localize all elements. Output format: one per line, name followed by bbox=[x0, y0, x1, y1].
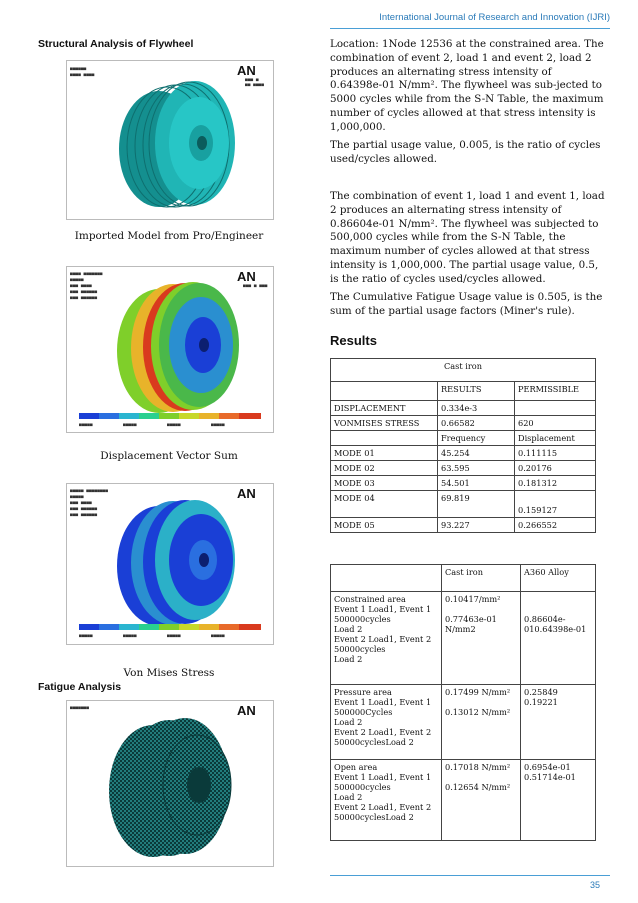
table-cell: Open area Event 1 Load1, Event 1 500000cycles Load 2 Event 2 Load1, Event 2 50000cyclesLoad 2 bbox=[331, 760, 442, 841]
table-cell: 69.819 bbox=[438, 491, 515, 518]
results-table bbox=[330, 358, 596, 533]
table-cell: 0.334e-3 bbox=[438, 401, 515, 416]
table-cell bbox=[515, 401, 596, 416]
header-rule bbox=[330, 28, 610, 29]
footer-rule bbox=[330, 875, 610, 876]
table-row bbox=[331, 685, 596, 760]
svg-text:■■■■■: ■■■■■ bbox=[211, 634, 225, 639]
svg-text:■■■■■: ■■■■■ bbox=[123, 634, 137, 639]
svg-text:AN: AN bbox=[237, 703, 256, 718]
svg-text:AN: AN bbox=[237, 486, 256, 501]
figure-imported-model bbox=[66, 60, 274, 220]
table-row bbox=[331, 416, 596, 431]
table-row bbox=[331, 461, 596, 476]
table-cell: 0.25849 0.19221 bbox=[521, 685, 596, 760]
table-cell: 0.159127 bbox=[515, 491, 596, 518]
table-cell: 63.595 bbox=[438, 461, 515, 476]
table-cell: 620 bbox=[515, 416, 596, 431]
table-head: Cast iron bbox=[442, 565, 521, 592]
figure-2-caption: Displacement Vector Sum bbox=[100, 450, 238, 462]
table-head: Frequency bbox=[438, 431, 515, 446]
table-head bbox=[331, 382, 438, 401]
table-cell: 54.501 bbox=[438, 476, 515, 491]
svg-text:■■■ ■■■■■■: ■■■ ■■■■■■ bbox=[70, 290, 98, 295]
svg-text:■■■■■: ■■■■■ bbox=[70, 495, 84, 500]
svg-text:■■■ ■: ■■■ ■ bbox=[245, 78, 259, 83]
svg-text:■■■■ ■■■■■■■: ■■■■ ■■■■■■■ bbox=[70, 272, 103, 277]
svg-text:■■■ ■■■■■■: ■■■ ■■■■■■ bbox=[70, 296, 98, 301]
table-cell: 0.266552 bbox=[515, 518, 596, 533]
table-row bbox=[331, 476, 596, 491]
svg-text:■■■■ ■■■■: ■■■■ ■■■■ bbox=[70, 73, 95, 78]
svg-text:■■■ ■■■■■■: ■■■ ■■■■■■ bbox=[70, 507, 98, 512]
svg-text:■■■■■■■: ■■■■■■■ bbox=[70, 706, 89, 711]
table-cell: Pressure area Event 1 Load1, Event 1 500000Cycles Load 2 Event 2 Load1, Event 2 50000cyclesLoad 2 bbox=[331, 685, 442, 760]
table-cell: MODE 05 bbox=[331, 518, 438, 533]
svg-text:■■■■■: ■■■■■ bbox=[79, 423, 93, 428]
svg-text:■■■■■: ■■■■■ bbox=[123, 423, 137, 428]
table-title: Cast iron bbox=[331, 359, 596, 382]
table-cell: VONMISES STRESS bbox=[331, 416, 438, 431]
results-title: Results bbox=[330, 333, 377, 348]
section-title: Structural Analysis of Flywheel bbox=[38, 38, 194, 50]
svg-text:■■■■■: ■■■■■ bbox=[70, 278, 84, 283]
table-cell: 0.20176 bbox=[515, 461, 596, 476]
table-head: RESULTS bbox=[438, 382, 515, 401]
svg-text:■■■■■: ■■■■■ bbox=[167, 423, 181, 428]
figure-displacement bbox=[66, 266, 274, 433]
fatigue-table bbox=[330, 564, 596, 841]
table-row bbox=[331, 401, 596, 416]
figure-mesh bbox=[66, 700, 274, 867]
table-row bbox=[331, 592, 596, 685]
table-cell: 0.6954e-01 0.51714e-01 bbox=[521, 760, 596, 841]
table-cell: 0.66582 bbox=[438, 416, 515, 431]
svg-text:■■■■■: ■■■■■ bbox=[211, 423, 225, 428]
table-row bbox=[331, 518, 596, 533]
table-cell: 0.111115 bbox=[515, 446, 596, 461]
svg-text:■■ ■■■■: ■■ ■■■■ bbox=[245, 83, 264, 88]
table-row bbox=[331, 491, 596, 518]
svg-text:■■■■■: ■■■■■ bbox=[167, 634, 181, 639]
table-cell: Constrained area Event 1 Load1, Event 1 500000cycles Load 2 Event 2 Load1, Event 2 50000cycles Load 2 bbox=[331, 592, 442, 685]
ansys-logo: AN bbox=[237, 63, 256, 78]
figure-3-caption: Von Mises Stress bbox=[123, 667, 215, 679]
table-cell: DISPLACEMENT bbox=[331, 401, 438, 416]
table-head bbox=[331, 431, 438, 446]
svg-text:■■■ ■■■■: ■■■ ■■■■ bbox=[70, 284, 92, 289]
paragraph-combination: The combination of event 1, load 1 and event 1, load 2 produces an alternating stress intensity of 0.86604e-01 N/mm². The flywheel was subjected to 500,000 cycles while from the S-N Table, the maximum number of cycles allowed at that stress intensity is 1,000,000. The partial usage value, 0.5, is the ratio of cycles used/cycles allowed. bbox=[330, 190, 605, 285]
table-cell: MODE 01 bbox=[331, 446, 438, 461]
figure-von-mises bbox=[66, 483, 274, 645]
table-row bbox=[331, 760, 596, 841]
table-head: Displacement bbox=[515, 431, 596, 446]
svg-text:■■■ ■ ■■■: ■■■ ■ ■■■ bbox=[243, 284, 268, 289]
table-cell: 45.254 bbox=[438, 446, 515, 461]
page-number: 35 bbox=[590, 880, 601, 890]
journal-header: International Journal of Research and Innovation (IJRI) bbox=[379, 12, 610, 23]
svg-text:■■■■■■: ■■■■■■ bbox=[70, 67, 87, 72]
table-head: PERMISSIBLE bbox=[515, 382, 596, 401]
table-cell: 0.17499 N/mm² 0.13012 N/mm² bbox=[442, 685, 521, 760]
table-cell: 0.181312 bbox=[515, 476, 596, 491]
table-head: A360 Alloy bbox=[521, 565, 596, 592]
svg-text:AN: AN bbox=[237, 269, 256, 284]
table-head bbox=[331, 565, 442, 592]
table-cell: 0.10417/mm² 0.77463e-01 N/mm2 bbox=[442, 592, 521, 685]
table-cell: MODE 03 bbox=[331, 476, 438, 491]
svg-text:■■■ ■■■■■■: ■■■ ■■■■■■ bbox=[70, 513, 98, 518]
paragraph-location: Location: 1Node 12536 at the constrained area. The combination of event 2, load 1 and event 2, load 2 produces an alternating stress intensity of 0.64398e-01 N/mm². The flywheel was sub-jected to 5000 cycles while from the S-N Table, the maximum number of cycles allowed at that stress intensity is 1,000,000. bbox=[330, 38, 604, 133]
table-cell: 93.227 bbox=[438, 518, 515, 533]
paragraph-partial-usage: The partial usage value, 0.005, is the ratio of cycles used/cycles allowed. bbox=[330, 139, 601, 165]
svg-text:■■■ ■■■■: ■■■ ■■■■ bbox=[70, 501, 92, 506]
table-cell: 0.86604e- 010.64398e-01 bbox=[521, 592, 596, 685]
svg-text:■■■■■: ■■■■■ bbox=[79, 634, 93, 639]
table-cell: MODE 02 bbox=[331, 461, 438, 476]
table-row bbox=[331, 446, 596, 461]
svg-text:■■■■■ ■■■■■■■■: ■■■■■ ■■■■■■■■ bbox=[70, 489, 108, 494]
table-cell: 0.17018 N/mm² 0.12654 N/mm² bbox=[442, 760, 521, 841]
table-cell: MODE 04 bbox=[331, 491, 438, 518]
fatigue-title: Fatigue Analysis bbox=[38, 681, 122, 693]
figure-1-caption: Imported Model from Pro/Engineer bbox=[74, 230, 264, 242]
paragraph-cumulative: The Cumulative Fatigue Usage value is 0.505, is the sum of the partial usage factors (Miner's rule). bbox=[330, 291, 603, 317]
